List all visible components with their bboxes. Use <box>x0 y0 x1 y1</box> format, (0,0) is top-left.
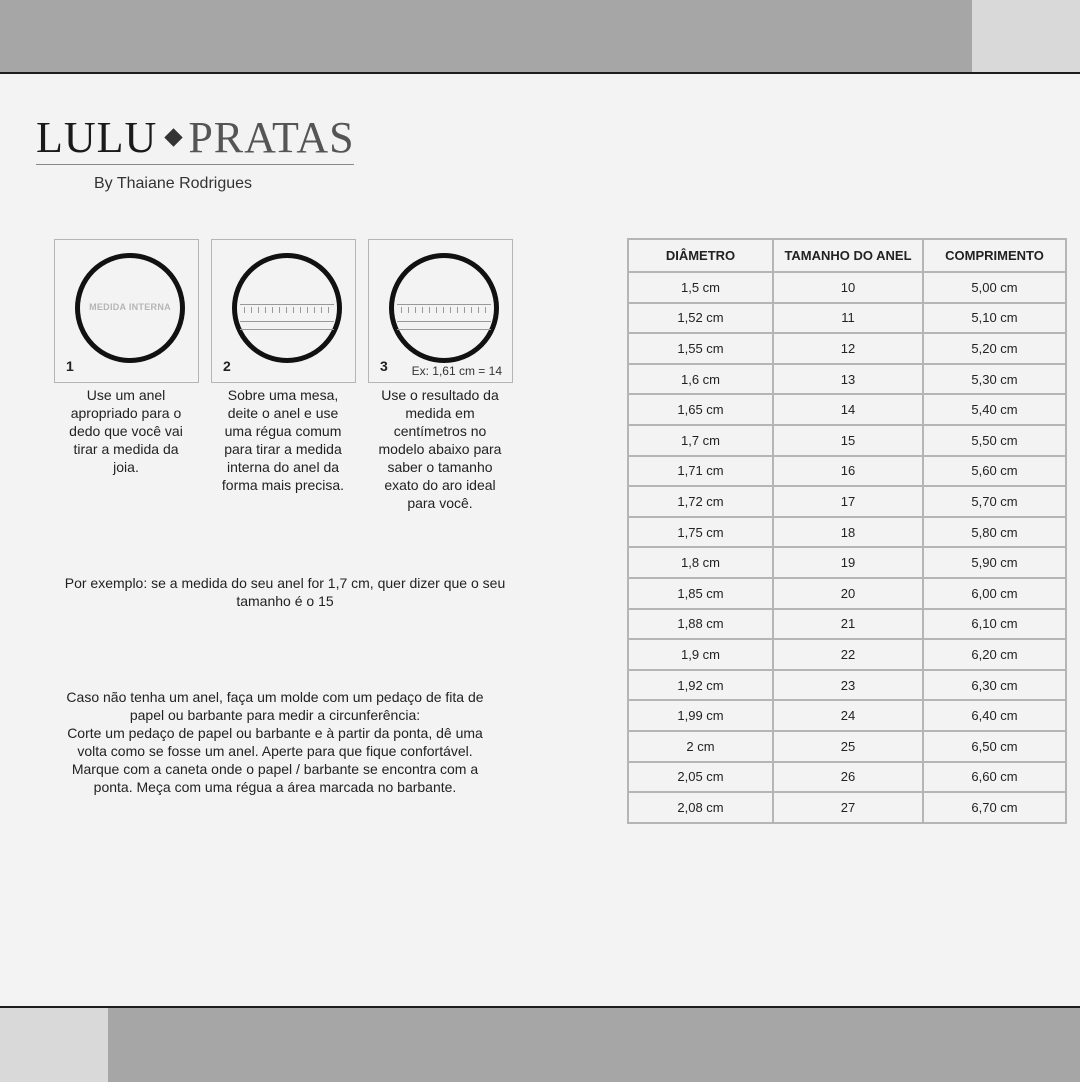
step-number: 1 <box>66 358 74 374</box>
diameter-cell: 1,65 cm <box>628 394 773 425</box>
instruction-line: Corte um pedaço de papel ou barbante e à partir da ponta, dê uma volta como se fosse um anel. Aperte para que fique confortável. <box>67 725 483 759</box>
step-1-text: Use um anel apropriado para o dedo que você vai tirar a medida da joia. <box>69 387 183 475</box>
ring-size-cell: 27 <box>773 792 923 823</box>
ring-inner-label: MEDIDA INTERNA <box>89 302 171 312</box>
length-cell: 6,40 cm <box>923 700 1066 731</box>
table-row <box>628 456 1066 487</box>
length-cell: 5,90 cm <box>923 547 1066 578</box>
diameter-cell: 1,52 cm <box>628 303 773 334</box>
step-3-illustration <box>368 239 513 383</box>
length-cell: 5,10 cm <box>923 303 1066 334</box>
ring-size-cell: 13 <box>773 364 923 395</box>
length-cell: 6,70 cm <box>923 792 1066 823</box>
length-cell: 5,30 cm <box>923 364 1066 395</box>
column-header: DIÂMETRO <box>628 239 773 272</box>
ring-size-cell: 26 <box>773 762 923 793</box>
length-cell: 5,40 cm <box>923 394 1066 425</box>
diameter-cell: 1,75 cm <box>628 517 773 548</box>
table-row <box>628 639 1066 670</box>
ring-size-cell: 15 <box>773 425 923 456</box>
table-row <box>628 578 1066 609</box>
step-number: 2 <box>223 358 231 374</box>
ring-size-cell: 12 <box>773 333 923 364</box>
diameter-cell: 1,99 cm <box>628 700 773 731</box>
table-row <box>628 547 1066 578</box>
ring-size-cell: 24 <box>773 700 923 731</box>
table-row <box>628 731 1066 762</box>
diameter-cell: 1,92 cm <box>628 670 773 701</box>
table-row <box>628 425 1066 456</box>
ring-size-cell: 20 <box>773 578 923 609</box>
table-row <box>628 670 1066 701</box>
length-cell: 5,70 cm <box>923 486 1066 517</box>
table-row <box>628 517 1066 548</box>
ring-icon <box>389 253 499 363</box>
step-2-illustration <box>211 239 356 383</box>
diameter-cell: 1,55 cm <box>628 333 773 364</box>
ring-size-cell: 22 <box>773 639 923 670</box>
diameter-cell: 2,08 cm <box>628 792 773 823</box>
length-cell: 6,10 cm <box>923 609 1066 640</box>
table-row <box>628 700 1066 731</box>
ring-size-cell: 25 <box>773 731 923 762</box>
logo-divider <box>36 164 354 165</box>
diameter-cell: 1,72 cm <box>628 486 773 517</box>
ring-size-cell: 14 <box>773 394 923 425</box>
table-row <box>628 272 1066 303</box>
logo-word-lulu: LULU <box>36 112 158 162</box>
step-1-illustration <box>54 239 199 383</box>
ring-size-cell: 16 <box>773 456 923 487</box>
diameter-cell: 1,7 cm <box>628 425 773 456</box>
table-row <box>628 364 1066 395</box>
table-row <box>628 609 1066 640</box>
ring-size-cell: 19 <box>773 547 923 578</box>
logo-word-pratas: PRATAS <box>188 112 355 162</box>
diameter-cell: 2 cm <box>628 731 773 762</box>
ring-size-cell: 23 <box>773 670 923 701</box>
ring-size-table <box>627 238 1067 824</box>
ring-icon <box>75 253 185 363</box>
ring-size-cell: 11 <box>773 303 923 334</box>
diameter-cell: 1,8 cm <box>628 547 773 578</box>
length-cell: 5,00 cm <box>923 272 1066 303</box>
ruler-icon <box>240 304 334 330</box>
step-3-text: Use o resultado da medida em centímetros no modelo abaixo para saber o tamanho exato do aro ideal para você. <box>378 387 502 511</box>
brand-logo <box>36 112 356 193</box>
diameter-cell: 2,05 cm <box>628 762 773 793</box>
step-number: 3 <box>380 358 388 374</box>
table-row <box>628 792 1066 823</box>
diameter-cell: 1,5 cm <box>628 272 773 303</box>
diamond-icon <box>165 128 183 146</box>
diameter-cell: 1,88 cm <box>628 609 773 640</box>
length-cell: 5,80 cm <box>923 517 1066 548</box>
example-note: Ex: 1,61 cm = 14 <box>411 364 502 378</box>
length-cell: 6,20 cm <box>923 639 1066 670</box>
bottom-band <box>0 1006 1080 1082</box>
instruction-line: Marque com a caneta onde o papel / barbante se encontra com a ponta. Meça com uma régua a área marcada no barbante. <box>71 761 479 795</box>
length-cell: 5,20 cm <box>923 333 1066 364</box>
ring-size-cell: 18 <box>773 517 923 548</box>
ring-icon <box>232 253 342 363</box>
length-cell: 6,00 cm <box>923 578 1066 609</box>
top-band <box>0 0 1080 74</box>
table-row <box>628 333 1066 364</box>
table-row <box>628 486 1066 517</box>
diameter-cell: 1,9 cm <box>628 639 773 670</box>
logo-byline: By Thaiane Rodrigues <box>94 175 253 192</box>
example-text: Por exemplo: se a medida do seu anel for 1,7 cm, quer dizer que o seu tamanho é o 15 <box>64 575 506 609</box>
step-2-text: Sobre uma mesa, deite o anel e use uma régua comum para tirar a medida interna do anel da forma mais precisa. <box>221 387 345 493</box>
table-row <box>628 303 1066 334</box>
table-header-row <box>628 239 1066 272</box>
length-cell: 6,60 cm <box>923 762 1066 793</box>
ring-size-cell: 17 <box>773 486 923 517</box>
diameter-cell: 1,85 cm <box>628 578 773 609</box>
length-cell: 6,50 cm <box>923 731 1066 762</box>
column-header: TAMANHO DO ANEL <box>773 239 923 272</box>
length-cell: 5,50 cm <box>923 425 1066 456</box>
column-header: COMPRIMENTO <box>923 239 1066 272</box>
instruction-line: Caso não tenha um anel, faça um molde com um pedaço de fita de papel ou barbante para medir a circunferência: <box>66 689 484 723</box>
ring-size-cell: 21 <box>773 609 923 640</box>
top-band-accent <box>972 0 1080 72</box>
ring-size-cell: 10 <box>773 272 923 303</box>
length-cell: 5,60 cm <box>923 456 1066 487</box>
table-row <box>628 394 1066 425</box>
ruler-icon <box>397 304 491 330</box>
table-row <box>628 762 1066 793</box>
diameter-cell: 1,71 cm <box>628 456 773 487</box>
length-cell: 6,30 cm <box>923 670 1066 701</box>
diameter-cell: 1,6 cm <box>628 364 773 395</box>
bottom-band-accent <box>0 1008 108 1082</box>
instructions-block <box>55 688 495 796</box>
